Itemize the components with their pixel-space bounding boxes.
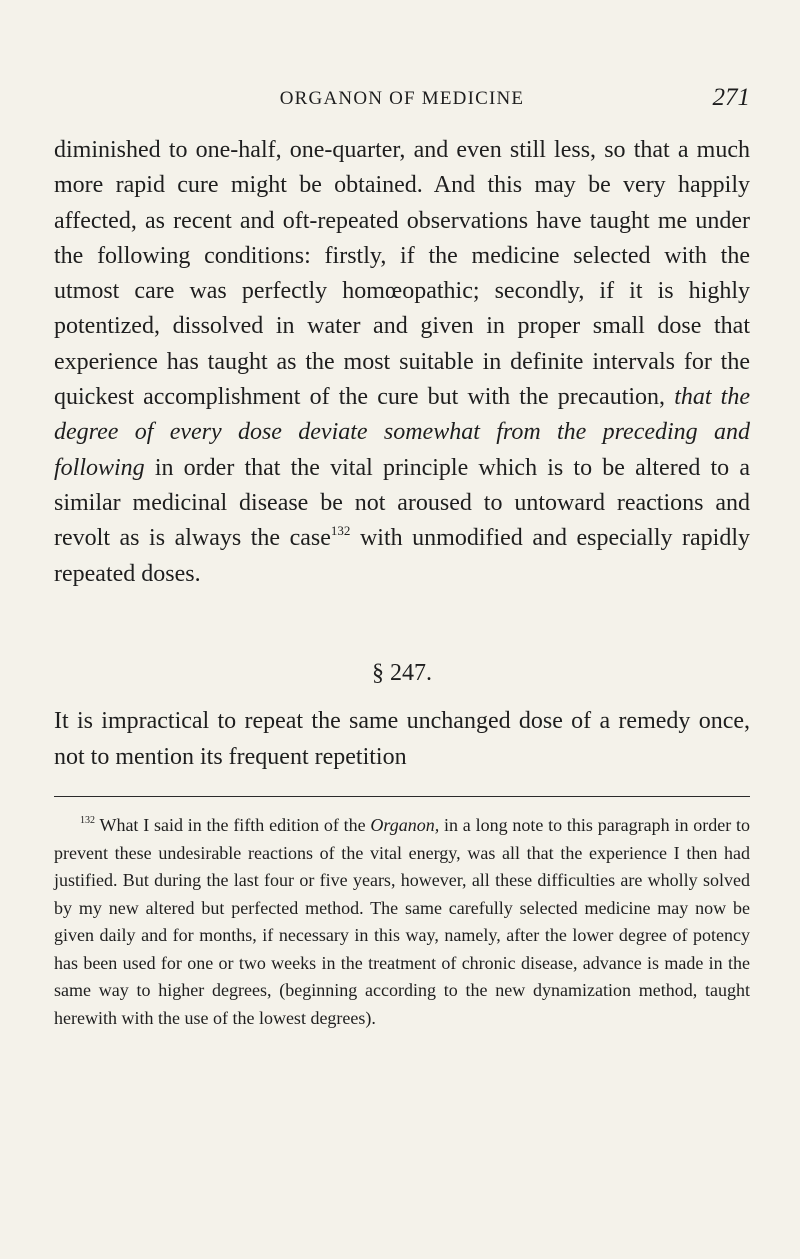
- section-text: It is impractical to repeat the same unchanged dose of a remedy once, not to mention its frequent repetition: [54, 708, 750, 770]
- running-head: [54, 84, 750, 114]
- main-text-italic: that the degree of every dose deviate somewhat from the preceding and following: [54, 384, 750, 481]
- main-paragraph: [54, 133, 750, 592]
- footnote-number: 132: [80, 815, 95, 826]
- section-paragraph: [54, 704, 750, 775]
- footnote-text-italic: Organon,: [370, 815, 440, 835]
- page-number: 271: [712, 84, 750, 111]
- footnote-text-part-2: in a long note to this paragraph in order to prevent these undesirable reactions of the vital energy, was all that the experience I then had justified. But during the last four or five years, however, all these difficulties are wholly solved by my new altered but perfected method. The same carefully selected medicine may now be given daily and for months, if necessary in this way, namely, after the lower degree of potency has been used for one or two weeks in the treatment of chronic disease, advance is made in the same way to higher degrees, (beginning according to the new dynamization method, taught herewith with the use of the lowest degrees).: [54, 815, 750, 1028]
- section-heading: § 247.: [372, 660, 432, 686]
- footnote: [54, 812, 750, 1032]
- main-text-part-2: in order that the vital principle which is to be altered to a similar medicinal disease be not aroused to untoward reactions and revolt as is always the case: [54, 454, 750, 552]
- footnote-divider: [54, 796, 750, 797]
- running-head-title: ORGANON OF MEDICINE: [279, 88, 525, 109]
- footnote-text-part-1: What I said in the fifth edition of the: [95, 815, 371, 835]
- book-page: [54, 0, 750, 1259]
- main-text-part-1: diminished to one-half, one-quarter, and even still less, so that a much more rapid cure might be obtained. And this may be very happily affected, as recent and oft-repeated observations have taught me under the following conditions: firstly, if the medicine selected with the utmost care was perfectly homœopathic; secondly, if it is highly potentized, dissolved in water and given in proper small dose that experience has taught as the most suitable in definite intervals for the quickest accomplishment of the cure but with the precaution,: [54, 137, 750, 411]
- footnote-reference: 132: [330, 523, 351, 539]
- main-text-part-3: with unmodified and especially rapidly repeated doses.: [54, 525, 750, 587]
